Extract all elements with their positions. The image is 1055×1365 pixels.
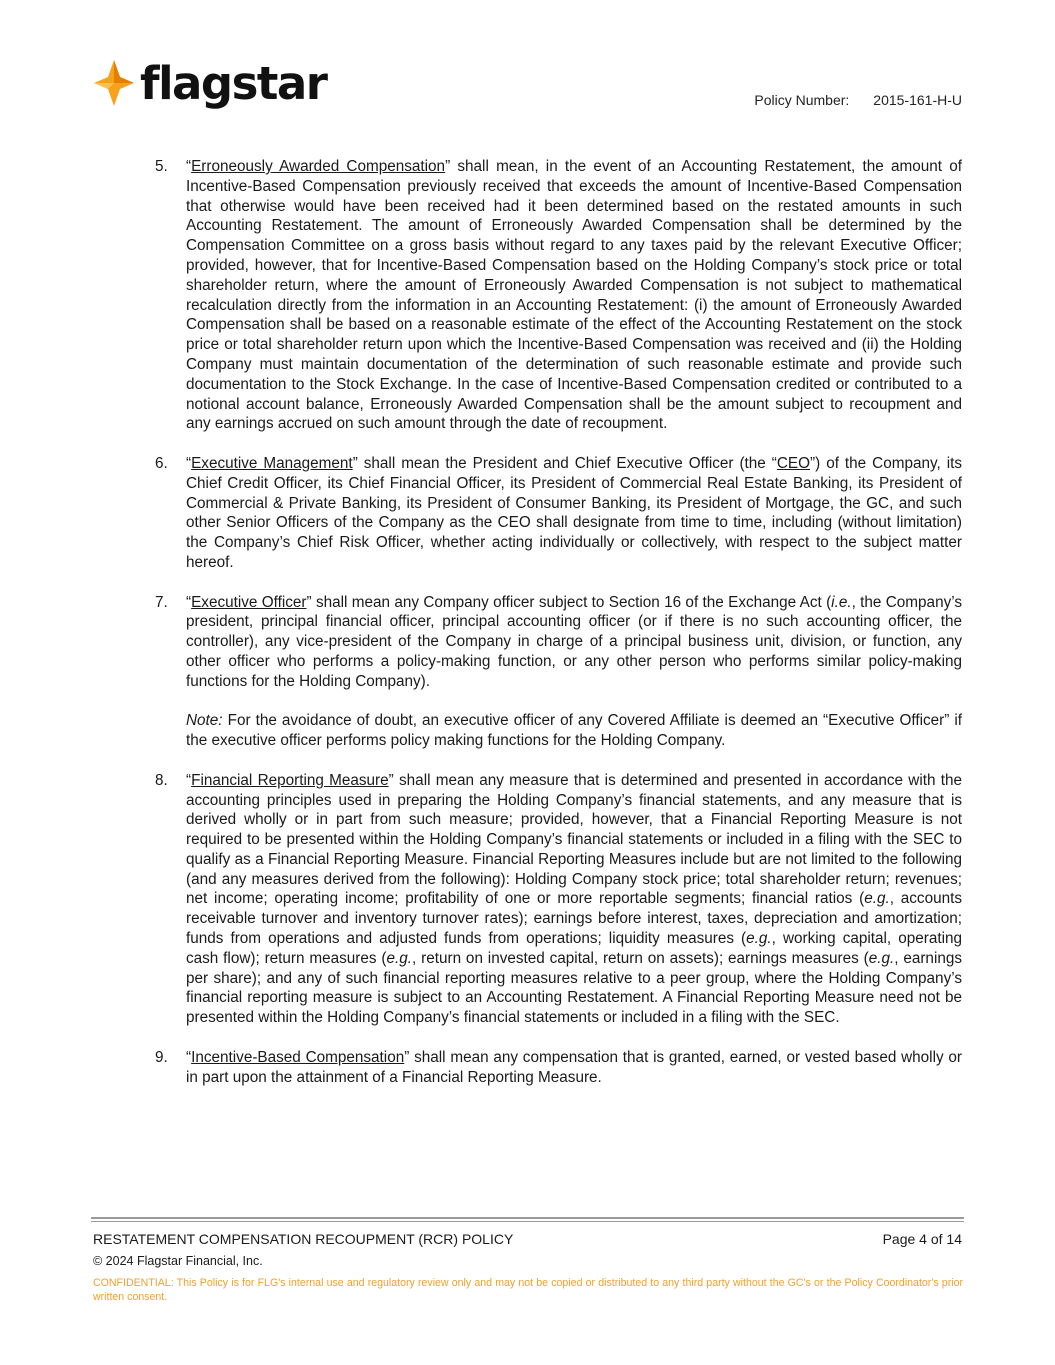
definition-item — [150, 771, 962, 1028]
definition-text: “Erroneously Awarded Compensation” shall mean, in the event of an Accounting Restatement, the amount of Incentive-Based Compensation previously received that exceeds the amount of Incentive-Based Compensation that otherwise would have been received had it been determined based on the restated amounts in such Accounting Restatement. The amount of Erroneously Awarded Compensation shall be determined by the Compensation Committee on a gross basis without regard to any taxes paid by the relevant Executive Officer; provided, however, that for Incentive-Based Compensation based on the Holding Company’s stock price or total shareholder return, where the amount of Erroneously Awarded Compensation is not subject to mathematical recalculation directly from the information in an Accounting Restatement: (i) the amount of Erroneously Awarded Compensation shall be based on a reasonable estimate of the effect of the Accounting Restatement on the stock price or total shareholder return upon which the Incentive-Based Compensation was received and (ii) the Holding Company must maintain documentation of the determination of such reasonable estimate and provide such documentation to the Stock Exchange. In the case of Incentive-Based Compensation credited or contributed to a notional account balance, Erroneously Awarded Compensation shall be the amount subject to recoupment and any earnings accrued on such amount through the date of recoupment. — [186, 158, 962, 433]
defined-term: Incentive-Based Compensation — [191, 1048, 405, 1066]
definition-item — [150, 454, 962, 573]
footer-policy-title: RESTATEMENT COMPENSATION RECOUPMENT (RCR) POLICY — [93, 1231, 514, 1247]
note-paragraph: Note: For the avoidance of doubt, an executive officer of any Covered Affiliate is deemed an “Executive Officer” if the executive officer performs policy making functions for the Holding Company. — [186, 712, 962, 750]
policy-number-label: Policy Number: — [754, 92, 850, 108]
page-number: Page 4 of 14 — [882, 1231, 962, 1247]
definition-item — [150, 1048, 962, 1088]
defined-term: Executive Officer — [191, 593, 307, 611]
flagstar-star-icon — [92, 58, 136, 108]
definition-text: “Executive Management” shall mean the President and Chief Executive Officer (the “CEO”) of the Company, its Chief Credit Officer, its Chief Financial Officer, its President of Commercial Real Estate Banking, its President of Commercial & Private Banking, its President of Consumer Banking, its President of Mortgage, the GC, and such other Senior Officers of the Company as the CEO shall designate from time to time, including (without limitation) the Company’s Chief Risk Officer, whether acting individually or collectively, with respect to the subject matter hereof. — [186, 454, 962, 571]
note-label: Note: — [186, 712, 223, 730]
defined-term-ceo: CEO — [776, 454, 811, 472]
defined-term: Executive Management — [191, 454, 353, 472]
item-number: 8. — [155, 771, 168, 789]
flagstar-logo — [92, 58, 326, 108]
definition-text: “Financial Reporting Measure” shall mean any measure that is determined and presented in accordance with the accounting principles used in preparing the Holding Company’s financial statements, and any measure that is derived wholly or in part from such measure; provided, however, that a Financial Reporting Measure is not required to be presented within the Holding Company’s financial statements or included in a filing with the SEC to qualify as a Financial Reporting Measure. Financial Reporting Measures include but are not limited to the following (and any measures derived from the following): Holding Company stock price; total shareholder return; revenues; net income; operating income; profitability of one or more reportable segments; financial ratios (e.g., accounts receivable turnover and inventory turnover rates); earnings before interest, taxes, depreciation and amortization; funds from operations and adjusted funds from operations; liquidity measures (e.g., working capital, operating cash flow); return measures (e.g., return on invested capital, return on assets); earnings measures (e.g., earnings per share); and any of such financial reporting measures relative to a peer group, where the Holding Company’s financial reporting measure is subject to an Accounting Restatement. A Financial Reporting Measure need not be presented within the Holding Company’s financial statements or included in a filing with the SEC. — [186, 771, 963, 1027]
logo-wordmark: flagstar — [140, 56, 327, 110]
definition-text: “Incentive-Based Compensation” shall mean any compensation that is granted, earned, or vested based wholly or in part upon the attainment of a Financial Reporting Measure. — [186, 1048, 962, 1086]
policy-number-value: 2015-161-H-U — [873, 92, 962, 108]
footer-divider — [91, 1221, 964, 1222]
item-number: 6. — [155, 454, 168, 472]
footer-divider — [91, 1217, 964, 1219]
definition-item — [150, 157, 962, 434]
definition-text: “Executive Officer” shall mean any Company officer subject to Section 16 of the Exchange Act (i.e., the Company’s president, principal financial officer, principal accounting officer (or if there is no such accounting officer, the controller), any vice-president of the Company in charge of a principal business unit, division, or function, any other officer who performs a policy-making function, or any other person who performs similar policy-making functions for the Holding Company). — [186, 593, 962, 690]
definition-item — [150, 593, 962, 751]
item-number: 5. — [155, 158, 168, 175]
item-number: 7. — [155, 593, 168, 611]
confidential-notice: CONFIDENTIAL: This Policy is for FLG's internal use and regulatory review only and may not be copied or distributed to any third party without the GC's or the Policy Coordinator's prior written consent. — [93, 1277, 963, 1303]
policy-number — [754, 92, 962, 108]
defined-term: Erroneously Awarded Compensation — [191, 158, 446, 175]
item-number: 9. — [155, 1048, 168, 1066]
defined-term: Financial Reporting Measure — [191, 771, 389, 789]
copyright-notice: © 2024 Flagstar Financial, Inc. — [93, 1254, 263, 1268]
definitions-list — [150, 157, 962, 1107]
